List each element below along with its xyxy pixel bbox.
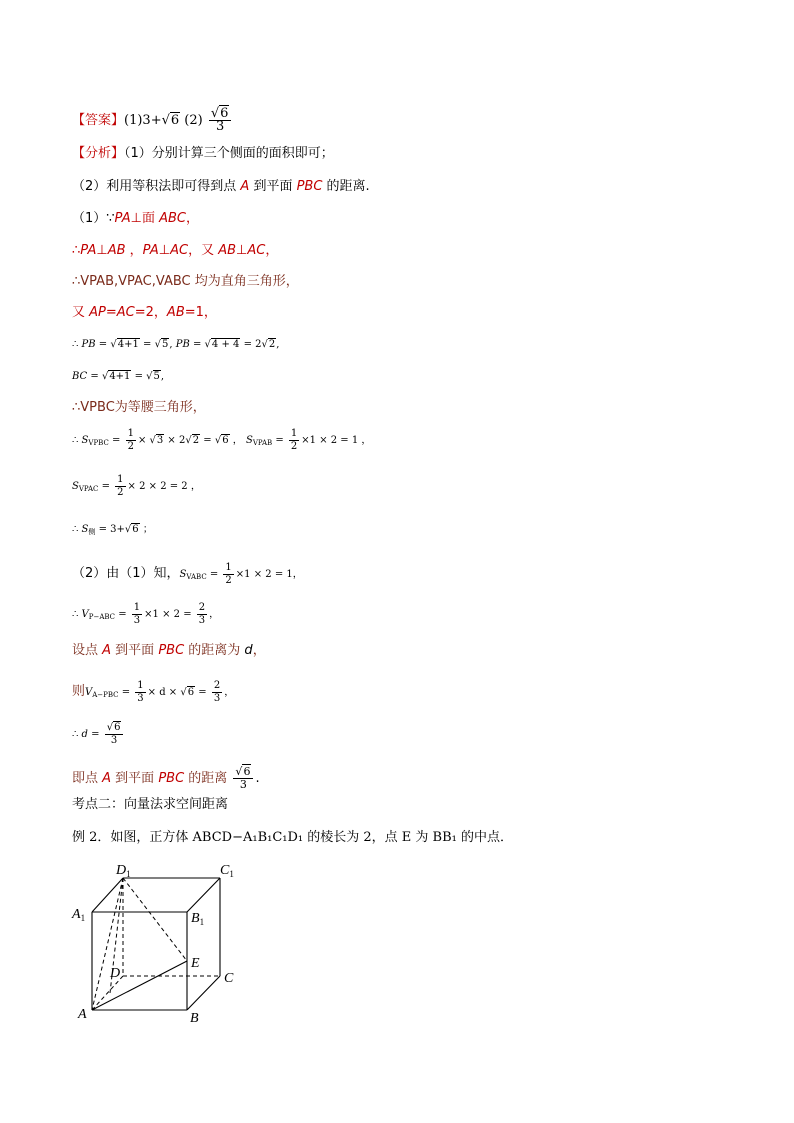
- s5-pb1: PB: [81, 339, 96, 350]
- s16-pre: 即点: [72, 771, 103, 786]
- s5-eq2: =: [139, 339, 155, 350]
- s14-pre: 则: [72, 684, 86, 699]
- s12-frac1: [132, 602, 142, 627]
- s15-d: d: [81, 729, 88, 740]
- step-13: [72, 643, 266, 659]
- s11-eq: =: [206, 569, 222, 580]
- s12-pre: ∴: [72, 609, 82, 620]
- s9-n: 1: [117, 474, 124, 485]
- s12-eq: =: [115, 609, 130, 620]
- analysis2-pre: （2）利用等积法即可得到点: [72, 179, 241, 194]
- label-d1: $D_1$: [116, 863, 131, 879]
- s12-frac2: [197, 602, 207, 627]
- s8-r3: 6: [222, 435, 229, 446]
- s11-s: S: [179, 569, 187, 580]
- answer-part2: (2): [180, 113, 203, 128]
- s13-a: A: [102, 643, 112, 658]
- s14-frac2: [212, 680, 222, 705]
- s6-bc: BC: [72, 371, 88, 382]
- s8-r1: 3: [156, 435, 164, 446]
- s9-frac: [115, 474, 125, 499]
- s1-pre: （1）∵: [72, 211, 115, 226]
- step-5: ∴ PB = √4+1 = √5, PB = √4 + 4 = 2√2,: [72, 339, 280, 350]
- s8-eq2: =: [200, 435, 215, 446]
- s12-t: ×1 × 2 =: [144, 609, 195, 620]
- s10-sub: 侧: [88, 528, 96, 536]
- step-1: [72, 211, 199, 227]
- s2-sep: ，: [125, 243, 143, 258]
- s14-r: 6: [187, 687, 195, 698]
- s11-n: 1: [225, 562, 232, 573]
- s11-sub: VABC: [186, 573, 207, 581]
- analysis-tag: 【分析】: [72, 146, 125, 161]
- s4-e2: AB: [166, 305, 185, 320]
- analysis2-post: 的距离.: [322, 179, 370, 194]
- s13-post: 的距离为: [184, 643, 245, 658]
- s11-t: ×1 × 2 = 1，: [235, 569, 303, 580]
- s14-d2: 3: [213, 693, 221, 704]
- plane-pbc: PBC: [296, 179, 323, 194]
- s10-eq: = 3+: [95, 524, 125, 535]
- s14-frac1: [135, 680, 145, 705]
- step-8: ∴ $S_{VPBC}$ = $\frac{1}{2}$ × √3 × 2√2 = √6 ， $S_{VPAB}$ = $\frac{1}{2}$ ×1 × 2 = 1 ，: [72, 428, 372, 452]
- s12-v: V: [81, 609, 89, 620]
- s8-t1: ×: [137, 435, 150, 446]
- s5-r1: 4+1: [117, 339, 139, 350]
- s4-eq: =2，: [134, 305, 167, 320]
- s5-r3: 4 + 4: [211, 339, 240, 350]
- s2-therefore: ∴: [72, 243, 81, 258]
- s1-abc: ABC: [159, 211, 186, 226]
- s9-eq: =: [98, 481, 114, 492]
- s12-end: ，: [209, 609, 220, 620]
- analysis2-mid: 到平面: [249, 179, 297, 194]
- example-text: [72, 830, 513, 846]
- answer-tag: 【答案】: [72, 113, 125, 128]
- answer-fraction: $\frac{√6}{3}$: [209, 108, 232, 133]
- cube-figure: [70, 858, 250, 1028]
- s6-end: ,: [160, 371, 165, 382]
- step-10: ∴ $S_侧 = 3+√6$ ；: [72, 524, 153, 536]
- s5-eq1: =: [95, 339, 111, 350]
- s13-pre: 设点: [72, 643, 103, 658]
- s5-mid: ,: [169, 339, 176, 350]
- label-b: B: [190, 1011, 199, 1026]
- analysis-line-2: [72, 179, 370, 195]
- s10-end: ；: [139, 524, 153, 535]
- s2-p2: ⊥: [158, 243, 171, 258]
- s2-e4: AC: [170, 243, 189, 258]
- s10-pre: ∴: [72, 524, 82, 535]
- s5-end: ,: [276, 339, 280, 350]
- s4-pre: 又: [72, 305, 90, 320]
- s16-mid: 到平面: [111, 771, 159, 786]
- example-text-body: 例 2．如图，正方体 ABCD−A₁B₁C₁D₁ 的棱长为 2，点 E 为 BB₁ 的中点．: [72, 830, 514, 845]
- s3-text: ∴VPAB,VPAC,VABC 均为直角三角形，: [72, 274, 299, 289]
- label-c1: $C_1$: [220, 863, 234, 879]
- s2-e6: AC: [247, 243, 266, 258]
- s11-frac: [223, 562, 233, 587]
- s5-eq3: =: [189, 339, 205, 350]
- s8-r2: 2: [192, 435, 200, 446]
- answer-part1: (1)3+: [124, 113, 162, 128]
- step-9: [72, 474, 201, 499]
- label-a1: $A_1$: [72, 907, 86, 923]
- s15-frac: $\frac{√6}{3}$: [105, 722, 124, 747]
- s12-d1: 3: [133, 615, 141, 626]
- s12-n1: 1: [133, 602, 141, 613]
- s1-perp: ⊥面: [130, 211, 160, 226]
- answer-sqrt6: 6: [170, 113, 180, 128]
- s16-den: 3: [239, 778, 247, 791]
- s16-frac: $\frac{√6}{3}$: [233, 766, 253, 791]
- s8-eq3: =: [272, 435, 287, 446]
- section-title: [72, 797, 228, 813]
- step-3: [72, 274, 299, 290]
- section-title-text: 考点二：向量法求空间距离: [72, 797, 229, 812]
- s13-mid: 到平面: [111, 643, 159, 658]
- s5-r4: 2: [268, 339, 276, 350]
- s12-n2: 2: [198, 602, 206, 613]
- label-c: C: [224, 971, 234, 986]
- label-d: D: [110, 966, 121, 981]
- s5-eq4: = 2: [240, 339, 262, 350]
- s11-d: 2: [225, 575, 232, 586]
- s9-s: S: [72, 481, 79, 492]
- s15-den: 3: [110, 735, 118, 746]
- s8-n2: 1: [290, 428, 298, 439]
- s6-r2: 5: [153, 371, 160, 382]
- s6-r1: 4+1: [109, 371, 131, 382]
- s2-p1: ⊥: [96, 243, 108, 258]
- s8-sub1: VPBC: [88, 439, 109, 447]
- s14-eq2: =: [195, 687, 210, 698]
- s11-pre: （2）由（1）知，: [72, 566, 180, 581]
- s12-sub: P−ABC: [88, 613, 116, 621]
- s2-e5: AB: [218, 243, 237, 258]
- s16-a: A: [102, 771, 112, 786]
- s2-e3: PA: [142, 243, 159, 258]
- step-7: [72, 400, 206, 416]
- s8-d1: 2: [127, 441, 134, 452]
- s2-e2: AB: [107, 243, 126, 258]
- s14-n2: 2: [213, 680, 221, 691]
- s13-end: ，: [252, 643, 266, 658]
- s6-eq1: =: [87, 371, 102, 382]
- step-2: [72, 243, 278, 259]
- s8-sub2: VPAB: [252, 439, 273, 447]
- step-14: 则$V_{A-PBC}$ = $\frac{1}{3}$ × d × √6 = $\frac{2}{3}$ ，: [72, 680, 235, 704]
- s10-s: S: [81, 524, 89, 535]
- answer-frac-den: 3: [216, 119, 225, 134]
- answer-line: [72, 108, 233, 133]
- s14-n1: 1: [137, 680, 144, 691]
- analysis-text: （1）分别计算三个侧面的面积即可；: [124, 146, 334, 161]
- s8-s1: S: [81, 435, 89, 446]
- s6-eq2: =: [131, 371, 147, 382]
- s8-frac2: [289, 428, 299, 453]
- step-6: BC = √4+1 = √5,: [72, 371, 165, 382]
- s2-p3: ⊥: [236, 243, 248, 258]
- s2-end: ，: [265, 243, 279, 258]
- s9-d: 2: [117, 487, 124, 498]
- s15-pre: ∴: [72, 729, 82, 740]
- s8-sep: ，: [229, 435, 246, 446]
- s1-end: ，: [186, 211, 200, 226]
- s8-n1: 1: [127, 428, 134, 439]
- s4-post: =1，: [184, 305, 217, 320]
- s8-s2: S: [245, 435, 253, 446]
- point-a: A: [240, 179, 250, 194]
- s8-t3: ×1 × 2 = 1 ，: [301, 435, 372, 446]
- s13-pbc: PBC: [158, 643, 185, 658]
- s14-sub: A−PBC: [92, 691, 119, 699]
- s14-eq: =: [118, 687, 134, 698]
- label-b1: $B_1$: [191, 911, 205, 927]
- s8-t2: × 2: [164, 435, 186, 446]
- s8-eq1: =: [108, 435, 124, 446]
- answer-frac-num: 6: [220, 106, 229, 121]
- step-16: [72, 766, 260, 791]
- sqrt-symbol: √: [161, 113, 170, 128]
- s9-sub: VPAC: [78, 485, 99, 493]
- s14-t: × d ×: [147, 687, 181, 698]
- s9-t: × 2 × 2 = 2 ，: [127, 481, 201, 492]
- analysis-line: [72, 146, 334, 162]
- s5-r2: 5: [161, 339, 169, 350]
- s16-post: 的距离: [184, 771, 232, 786]
- s8-d2: 2: [290, 441, 298, 452]
- s14-v: V: [85, 687, 93, 698]
- s10-r: 6: [132, 524, 139, 535]
- s15-eq: =: [87, 729, 103, 740]
- s2-mid: ，又: [188, 243, 219, 258]
- s5-pb2: PB: [175, 339, 190, 350]
- s5-pre: ∴: [72, 339, 82, 350]
- step-15: [72, 722, 125, 747]
- s14-end: ，: [224, 687, 235, 698]
- s16-r: 6: [243, 765, 251, 778]
- s4-e1: AP=AC: [89, 305, 135, 320]
- s12-d2: 3: [198, 615, 206, 626]
- step-11: [72, 562, 303, 587]
- s16-pbc: PBC: [158, 771, 185, 786]
- step-4: [72, 305, 217, 321]
- label-a: A: [78, 1007, 87, 1022]
- s16-end: .: [255, 771, 260, 786]
- s1-expr: PA: [114, 211, 131, 226]
- s14-d1: 3: [137, 693, 144, 704]
- s8-frac1: [126, 428, 136, 453]
- s13-d: d: [244, 643, 253, 658]
- s7-text: ∴VPBC为等腰三角形，: [72, 400, 206, 415]
- s2-e1: PA: [80, 243, 97, 258]
- s15-r: 6: [114, 722, 121, 733]
- label-e: E: [191, 956, 200, 971]
- step-12: [72, 602, 219, 627]
- s8-pre: ∴: [72, 435, 82, 446]
